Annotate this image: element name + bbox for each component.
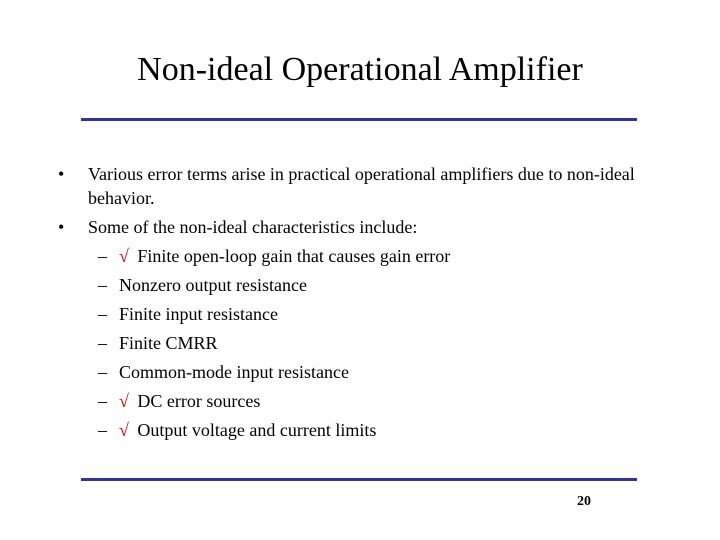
sub-item (58, 387, 678, 416)
sub-item-text: Common-mode input resistance (119, 362, 349, 382)
dash-marker: – (98, 333, 107, 353)
sub-item-text: Finite open-loop gain that causes gain error (137, 246, 451, 266)
dash-marker: – (98, 391, 107, 411)
sub-item-text: Nonzero output resistance (119, 275, 307, 295)
bullet-text: Various error terms arise in practical operational amplifiers due to non-ideal behavior. (88, 164, 635, 208)
sub-item-text: Finite input resistance (119, 304, 278, 324)
sub-item-text: DC error sources (137, 391, 261, 411)
sub-item (58, 271, 678, 300)
dash-marker: – (98, 304, 107, 324)
bullet-item (58, 160, 678, 213)
bullet-text: Some of the non-ideal characteristics include: (88, 217, 418, 237)
sub-item (58, 242, 678, 271)
dash-marker: – (98, 420, 107, 440)
sub-item-text: Output voltage and current limits (137, 420, 377, 440)
dash-marker: – (98, 275, 107, 295)
title-divider (81, 118, 637, 121)
sub-item (58, 329, 678, 358)
sub-item-text: Finite CMRR (119, 333, 218, 353)
bullet-marker: • (58, 164, 65, 184)
footer-divider (81, 478, 637, 481)
slide-content (58, 160, 678, 445)
check-icon: √ (119, 391, 129, 411)
bullet-marker: • (58, 217, 65, 237)
sub-item (58, 416, 678, 445)
check-icon: √ (119, 420, 129, 440)
sub-item (58, 300, 678, 329)
bullet-item (58, 213, 678, 242)
page-number: 20 (577, 494, 591, 509)
slide-title: Non-ideal Operational Amplifier (137, 51, 583, 88)
dash-marker: – (98, 362, 107, 382)
sub-item (58, 358, 678, 387)
dash-marker: – (98, 246, 107, 266)
check-icon: √ (119, 246, 129, 266)
